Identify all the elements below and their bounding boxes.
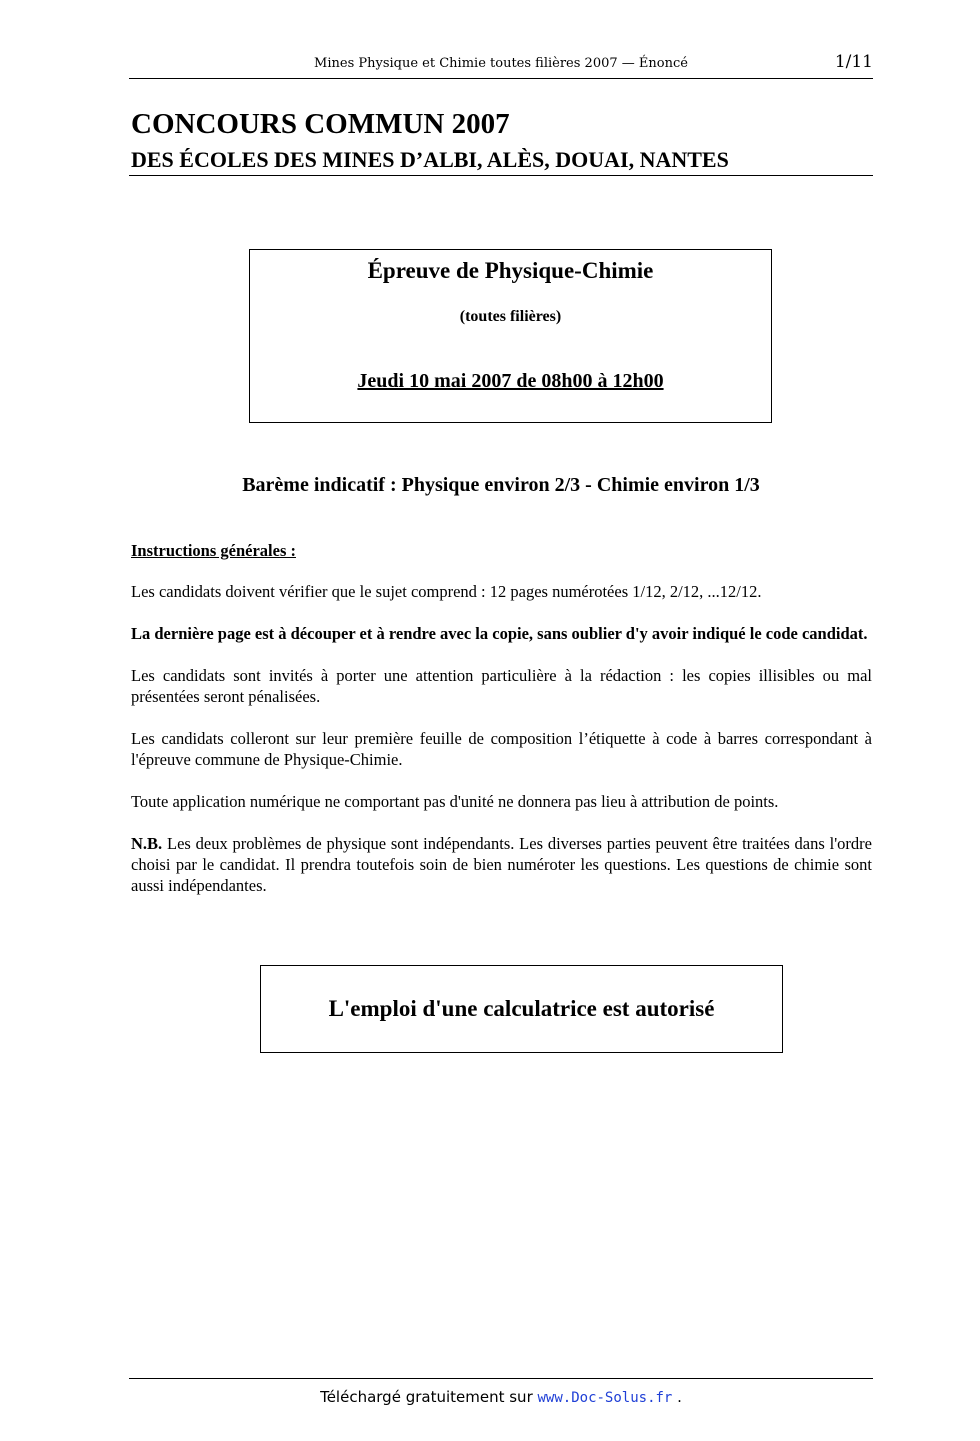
page-number: 1/11 — [834, 52, 873, 72]
instruction-writing: Les candidats sont invités à porter une attention particulière à la rédaction : les copies illisibles ou mal présentées seront pénalisées. — [131, 666, 872, 706]
exam-tracks: (toutes filières) — [459, 308, 562, 325]
calculator-notice: L'emploi d'une calculatrice est autorisé — [328, 996, 715, 1021]
instructions-section — [131, 540, 872, 917]
nb-label: N.B. — [131, 834, 163, 853]
instruction-barcode: Les candidats colleront sur leur première feuille de composition l’étiquette à code à barres correspondant à l'épreuve commune de Physique-Chimie. — [131, 729, 872, 769]
instruction-nb — [131, 833, 872, 896]
title-divider — [129, 175, 873, 176]
grading-scale: Barème indicatif : Physique environ 2/3 - Chimie environ 1/3 — [242, 474, 760, 496]
instruction-page-count: Les candidats doivent vérifier que le sujet comprend : 12 pages numérotées 1/12, 2/12, ...12/12. — [131, 582, 762, 601]
exam-date: Jeudi 10 mai 2007 de 08h00 à 12h00 — [357, 370, 664, 392]
main-title: CONCOURS COMMUN 2007 — [131, 108, 510, 140]
footer-divider — [129, 1378, 873, 1379]
exam-name: Épreuve de Physique-Chimie — [367, 258, 654, 283]
nb-text: Les deux problèmes de physique sont indépendants. Les diverses parties peuvent être traitées dans l'ordre choisi par le candidat. Il prendra toutefois soin de bien numéroter les questions. Les questions de chimie sont aussi indépendantes. — [131, 834, 872, 895]
footer-link[interactable]: www.Doc-Solus.fr — [537, 1390, 673, 1406]
running-title: Mines Physique et Chimie toutes filières 2007 — Énoncé — [314, 56, 688, 71]
instruction-units: Toute application numérique ne comportant pas d'unité ne donnera pas lieu à attribution de points. — [131, 792, 779, 811]
instructions-heading: Instructions générales : — [131, 541, 296, 560]
subtitle: DES ÉCOLES DES MINES D’ALBI, ALÈS, DOUAI, NANTES — [131, 147, 729, 172]
exam-info-box — [249, 249, 772, 423]
page-header — [129, 52, 873, 79]
footer — [129, 1388, 873, 1406]
footer-suffix: . — [672, 1388, 682, 1406]
calculator-box — [260, 965, 783, 1053]
instruction-last-page: La dernière page est à découper et à rendre avec la copie, sans oublier d'y avoir indiqué le code candidat. — [131, 624, 868, 643]
footer-prefix: Téléchargé gratuitement sur — [320, 1388, 538, 1406]
